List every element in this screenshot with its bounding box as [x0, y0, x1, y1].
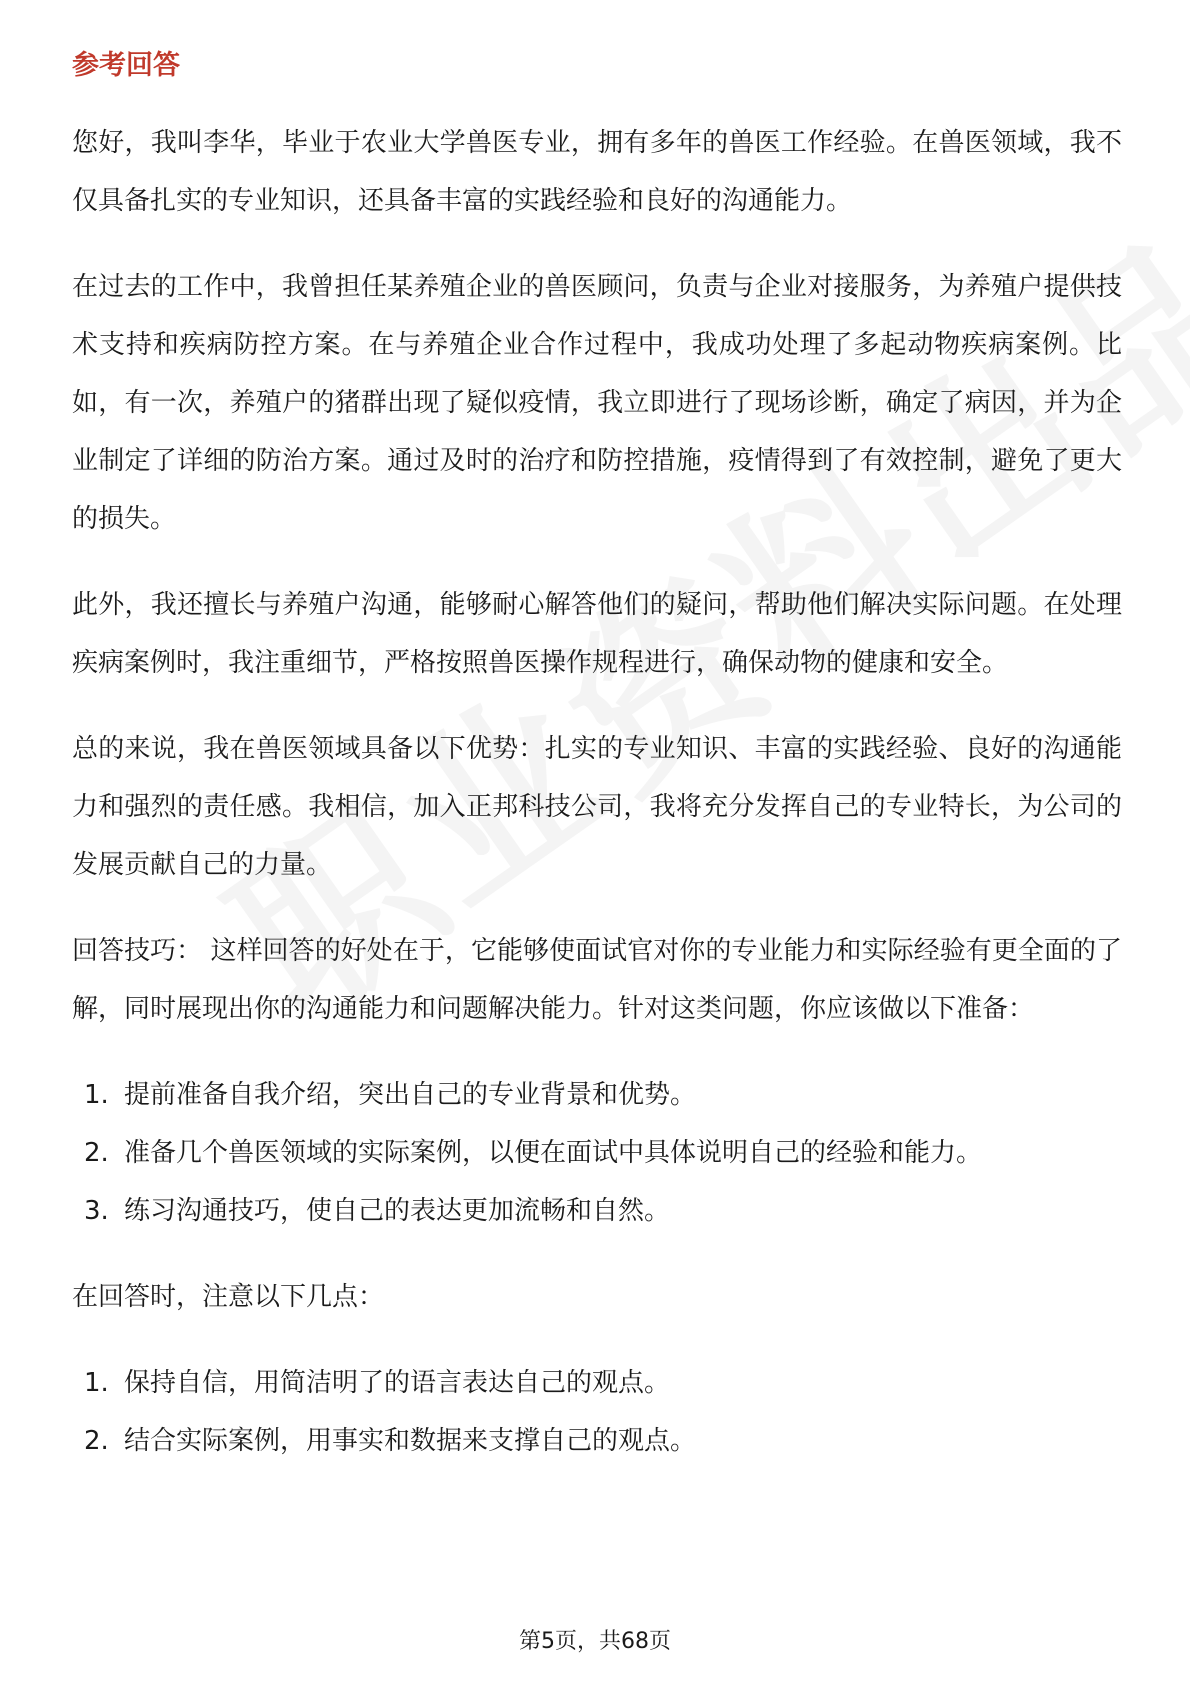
paragraph-summary: 总的来说，我在兽医领域具备以下优势：扎实的专业知识、丰富的实践经验、良好的沟通能力和强烈的责任感。我相信，加入正邦科技公司，我将充分发挥自己的专业特长，为公司的发展贡献自己的力量。	[72, 734, 1122, 880]
paragraph-experience: 在过去的工作中，我曾担任某养殖企业的兽医顾问，负责与企业对接服务，为养殖户提供技术支持和疾病防控方案。在与养殖企业合作过程中，我成功处理了多起动物疾病案例。比如，有一次，养殖户的猪群出现了疑似疫情，我立即进行了现场诊断，确定了病因，并为企业制定了详细的防治方案。通过及时的治疗和防控措施，疫情得到了有效控制，避免了更大的损失。	[72, 272, 1122, 534]
list-text: 结合实际案例，用事实和数据来支撑自己的观点。	[124, 1426, 697, 1456]
list-text: 保持自信，用简洁明了的语言表达自己的观点。	[124, 1368, 671, 1398]
paragraph-notes-intro: 在回答时，注意以下几点：	[72, 1282, 385, 1312]
list-number: 2.	[84, 1138, 109, 1168]
list-number: 3.	[84, 1196, 109, 1226]
notes-list	[72, 1354, 1122, 1470]
list-number: 1.	[84, 1368, 109, 1398]
list-item	[72, 1412, 1122, 1470]
document-body	[72, 46, 1122, 1498]
list-number: 1.	[84, 1080, 109, 1110]
prep-list	[72, 1066, 1122, 1240]
list-item	[72, 1124, 1122, 1182]
paragraph-tips: 回答技巧： 这样回答的好处在于，它能够使面试官对你的专业能力和实际经验有更全面的了解，同时展现出你的沟通能力和问题解决能力。针对这类问题，你应该做以下准备：	[72, 936, 1122, 1024]
list-item	[72, 1354, 1122, 1412]
list-text: 练习沟通技巧，使自己的表达更加流畅和自然。	[124, 1196, 671, 1226]
page-footer: 第5页，共68页	[519, 1629, 671, 1654]
list-text: 准备几个兽医领域的实际案例，以便在面试中具体说明自己的经验和能力。	[124, 1138, 983, 1168]
paragraph-communication: 此外，我还擅长与养殖户沟通，能够耐心解答他们的疑问，帮助他们解决实际问题。在处理疾病案例时，我注重细节，严格按照兽医操作规程进行，确保动物的健康和安全。	[72, 590, 1122, 678]
list-number: 2.	[84, 1426, 109, 1456]
list-item	[72, 1182, 1122, 1240]
list-text: 提前准备自我介绍，突出自己的专业背景和优势。	[124, 1080, 697, 1110]
section-heading: 参考回答	[72, 50, 180, 81]
paragraph-intro: 您好，我叫李华，毕业于农业大学兽医专业，拥有多年的兽医工作经验。在兽医领域，我不仅具备扎实的专业知识，还具备丰富的实践经验和良好的沟通能力。	[72, 128, 1122, 216]
list-item	[72, 1066, 1122, 1124]
